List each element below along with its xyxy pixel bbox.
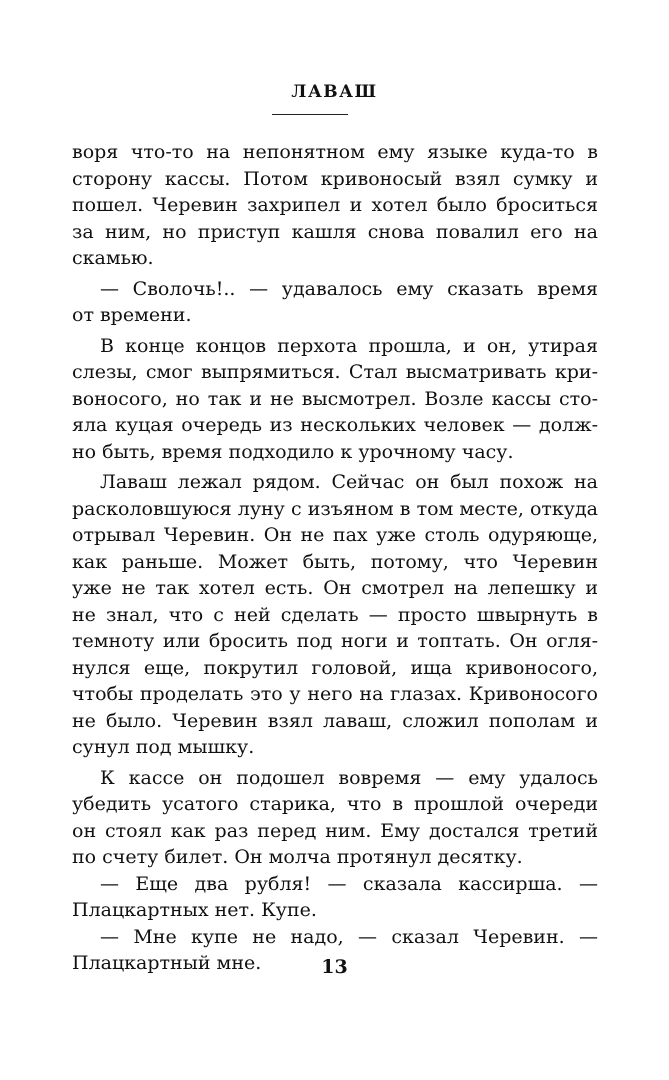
page-number: 13 — [321, 956, 348, 978]
text-line: уже не так хотел есть. Он смотрел на лепешку и — [72, 577, 598, 599]
text-line: Лаваш лежал рядом. Сейчас он был похож на — [100, 471, 598, 493]
text-line: нулся еще, покрутил головой, ища кривоносого, — [72, 656, 598, 679]
text-line: как раньше. Может быть, потому, что Черевин — [72, 550, 598, 573]
text-line: он стоял как раз перед ним. Ему достался третий — [72, 819, 598, 842]
text-line: от времени. — [72, 304, 192, 326]
text-line: К кассе он подошел вовремя — ему удалось — [100, 766, 598, 789]
text-line: — Сволочь!.. — удавалось ему сказать время — [100, 277, 598, 300]
text-line: — Мне купе не надо, — сказал Черевин. — — [100, 925, 598, 948]
running-head: ЛАВАШ — [291, 82, 378, 102]
text-line: — Еще два рубля! — сказала кассирша. — — [100, 872, 598, 895]
text-line: отрывал Черевин. Он не пах уже столь одуряюще, — [72, 524, 598, 546]
text-line: Плацкартный мне. — [72, 952, 262, 974]
text-line: чтобы проделать это у него на глазах. Кривоносого — [72, 683, 598, 705]
text-line: сунул под мышку. — [72, 736, 255, 758]
text-line: Плацкартных нет. Купе. — [72, 899, 317, 921]
text-line: В конце концов перхота прошла, и он, утирая — [100, 334, 598, 357]
text-line: темноту или бросить под ноги и топтать. Он огля- — [72, 630, 598, 652]
text-line: по счету билет. Он молча протянул десятку. — [72, 846, 523, 868]
text-line: не было. Черевин взял лаваш, сложил пополам и — [72, 709, 598, 732]
text-line: скамью. — [72, 247, 154, 269]
text-line: сторону кассы. Потом кривоносый взял сумку и — [72, 167, 598, 190]
head-rule-divider — [272, 114, 348, 115]
text-line: убедить усатого старика, что в прошлой очереди — [72, 793, 598, 815]
text-line: слезы, смог выпрямиться. Стал высматривать кри- — [72, 361, 598, 383]
text-line: пошел. Черевин захрипел и хотел было броситься — [72, 194, 598, 216]
text-line: воря что-то на непонятном ему языке куда-то в — [72, 141, 598, 163]
text-line: расколовшуюся луну с изъяном в том месте, откуда — [72, 497, 598, 520]
text-line: но быть, время подходило к урочному часу. — [72, 440, 514, 463]
text-line: воносого, но так и не высмотрел. Возле кассы сто- — [72, 387, 598, 410]
text-line: яла куцая очередь из нескольких человек — долж- — [72, 414, 598, 436]
text-line: не знал, что с ней сделать — просто швырнуть в — [72, 603, 598, 626]
body-text — [72, 139, 598, 977]
text-line: за ним, но приступ кашля снова повалил его на — [72, 220, 598, 243]
